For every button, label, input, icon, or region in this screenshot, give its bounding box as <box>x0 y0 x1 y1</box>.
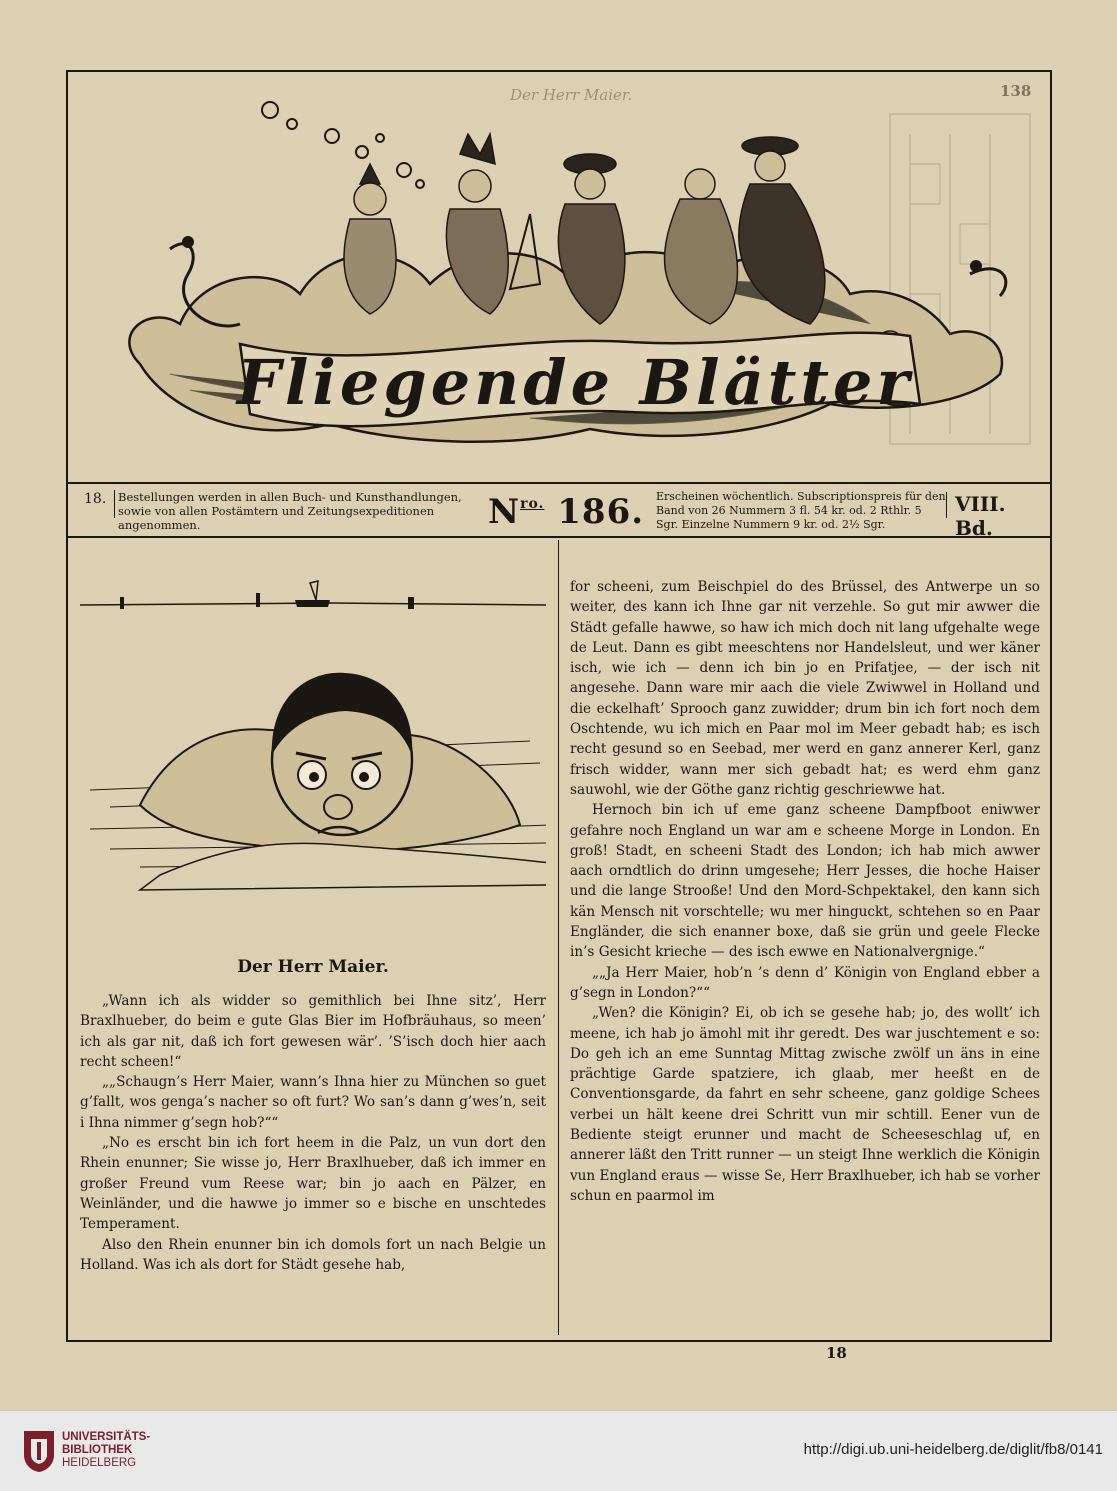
paragraph: „Wen? die Königin? Ei, ob ich se gesehe hab; jo, des wollt’ ich meene, ich hab jo ämohl mit ihr geredt. Des war juschtement e so: Do geh ich an eme Sunntag Mittag zwische zwölf un äns in eine prächtige Garde spatziere, ich glaab, mer heeßt en de Conventionsgarde, da fahrt en sehr scheene, ganz goldige Schees verbei un hält keene drei Schritt vun mir schtill. Eener vun de Bediente steigt erunner und macht de Scheeseschlag uf, en annerer läßt den Tritt runner — un steigt Ihne werklich die Königin vun England eraus — wisse Se, Herr Braxlhueber, ich hab se vorher schun en paarmol im <box>570 1005 1040 1204</box>
page-number: 18 <box>826 1344 847 1362</box>
library-name[interactable]: UNIVERSITÄTS- BIBLIOTHEK HEIDELBERG <box>62 1431 151 1469</box>
issue-info-bar <box>68 482 1050 538</box>
publication-notice: Erscheinen wöchentlich. Subscriptionspreis für den Band von 26 Nummern 3 fl. 54 kr. od. 2 Rthlr. 5 Sgr. Einzelne Nummern 9 kr. od. 2½ Sgr. <box>656 490 946 531</box>
sea-bather-icon <box>80 545 546 945</box>
band-number: VIII. Bd. <box>946 492 1050 518</box>
bubbles-icon <box>262 102 424 188</box>
right-article-text <box>570 577 1040 1206</box>
masthead <box>70 74 1046 478</box>
masthead-illustration <box>70 74 1046 478</box>
orders-notice: Bestellungen werden in allen Buch- und Kunsthandlungen, sowie von allen Postämtern und Zeitungsexpeditionen angenommen. <box>118 490 488 532</box>
bather-illustration <box>80 545 546 945</box>
library-logo-icon <box>22 1429 56 1473</box>
paragraph: „No es erscht bin ich fort heem in die Palz, un vun dort den Rhein enunner; Sie wisse jo, Herr Braxlhueber, daß ich immer en großer Freund vum Reese war; bin jo aach en Pälzer, en Weinländer, und die hawwe jo immer so e bische en unschtedes Temperament. <box>80 1135 546 1233</box>
paragraph: „„Ja Herr Maier, hob’n ’s denn d’ Königin von England ebber a g’segn in London?““ <box>570 964 1040 1001</box>
year-volume: 18. <box>84 491 107 507</box>
paragraph: „„Schaugn’s Herr Maier, wann’s Ihna hier zu München so guet g’fallt, wos genga’s nacher so oft furt? Wo san’s dann g’wes’n, seit i Ihna nimmer g’segn hob?““ <box>80 1074 546 1131</box>
document-url-link[interactable]: http://digi.ub.uni-heidelberg.de/diglit/fb8/0141 <box>803 1441 1103 1458</box>
left-article-text <box>80 991 546 1275</box>
paragraph: „Wann ich als widder so gemithlich bei Ihne sitz’, Herr Braxlhueber, do beim e gute Glas Bier im Hofbräuhaus, so meen’ ich als gar nit, daß ich fort gewesen wär’. ’S’isch doch hier aach recht scheen!“ <box>80 993 546 1070</box>
paragraph: Hernoch bin ich uf eme ganz scheene Dampfboot eniwwer gefahre noch England un war am e scheene Morge in London. En groß! Stadt, en scheeni Stadt des London; ich hab mich awwer aach orndtlich do drinn umgesehe; Herr Jesses, die hoche Haiser und die lange Strooße! Und den Mord-Schpektakel, den kann sich kän Mensch nit vorschtelle; wu mer hinguckt, schtehen so en Paar Engländer, die sich enanner boxe, daß sie grün und geele Flecke in’s Gesicht krieche — des isch ewwe en Nationalvergnige.“ <box>570 802 1040 961</box>
left-column <box>80 545 546 1335</box>
issue-number: $N^{ro.}$ 186. <box>488 492 645 532</box>
viewer-footer <box>0 1410 1117 1491</box>
masthead-title: Fliegende Blätter <box>236 346 914 419</box>
masthead-page-number: 138 <box>1000 82 1032 100</box>
paragraph: for scheeni, zum Beischpiel do des Brüssel, des Antwerpe un so weiter, des kann ich Ihne gar nit verzehle. So gut mir awwer die Städt gefalle hawwe, so haw ich mich doch nit lang ufgehalte wege de Leut. Dann es gibt meeschtens nor Handelsleut, und wer käner isch, wie ich — denn ich bin jo en Prifatjee, — der isch nit angesehe. Dann ware mir aach die viele Zwiwwel in Holland und die eckelhaft’ Sprooch ganz zuwidder; drum bin ich fort noch dem Oschtende, wu ich mich en Paar mol im Meer gebadt hab; es isch recht gesund so en Seebad, mer werd en ganz annerer Kerl, ganz frisch widder, wann mer sich gebadt hat; es werd ehm ganz sauwohl, wie der Göthe ganz richtig geschriewwe hat. <box>570 579 1040 798</box>
column-divider <box>558 540 559 1335</box>
paragraph: Also den Rhein enunner bin ich domols fort un nach Belgie un Holland. Was ich als dort for Städt gesehe hab, <box>80 1236 546 1273</box>
svg-text:Der Herr Maier.: Der Herr Maier. <box>510 86 633 104</box>
article-title: Der Herr Maier. <box>237 957 389 977</box>
